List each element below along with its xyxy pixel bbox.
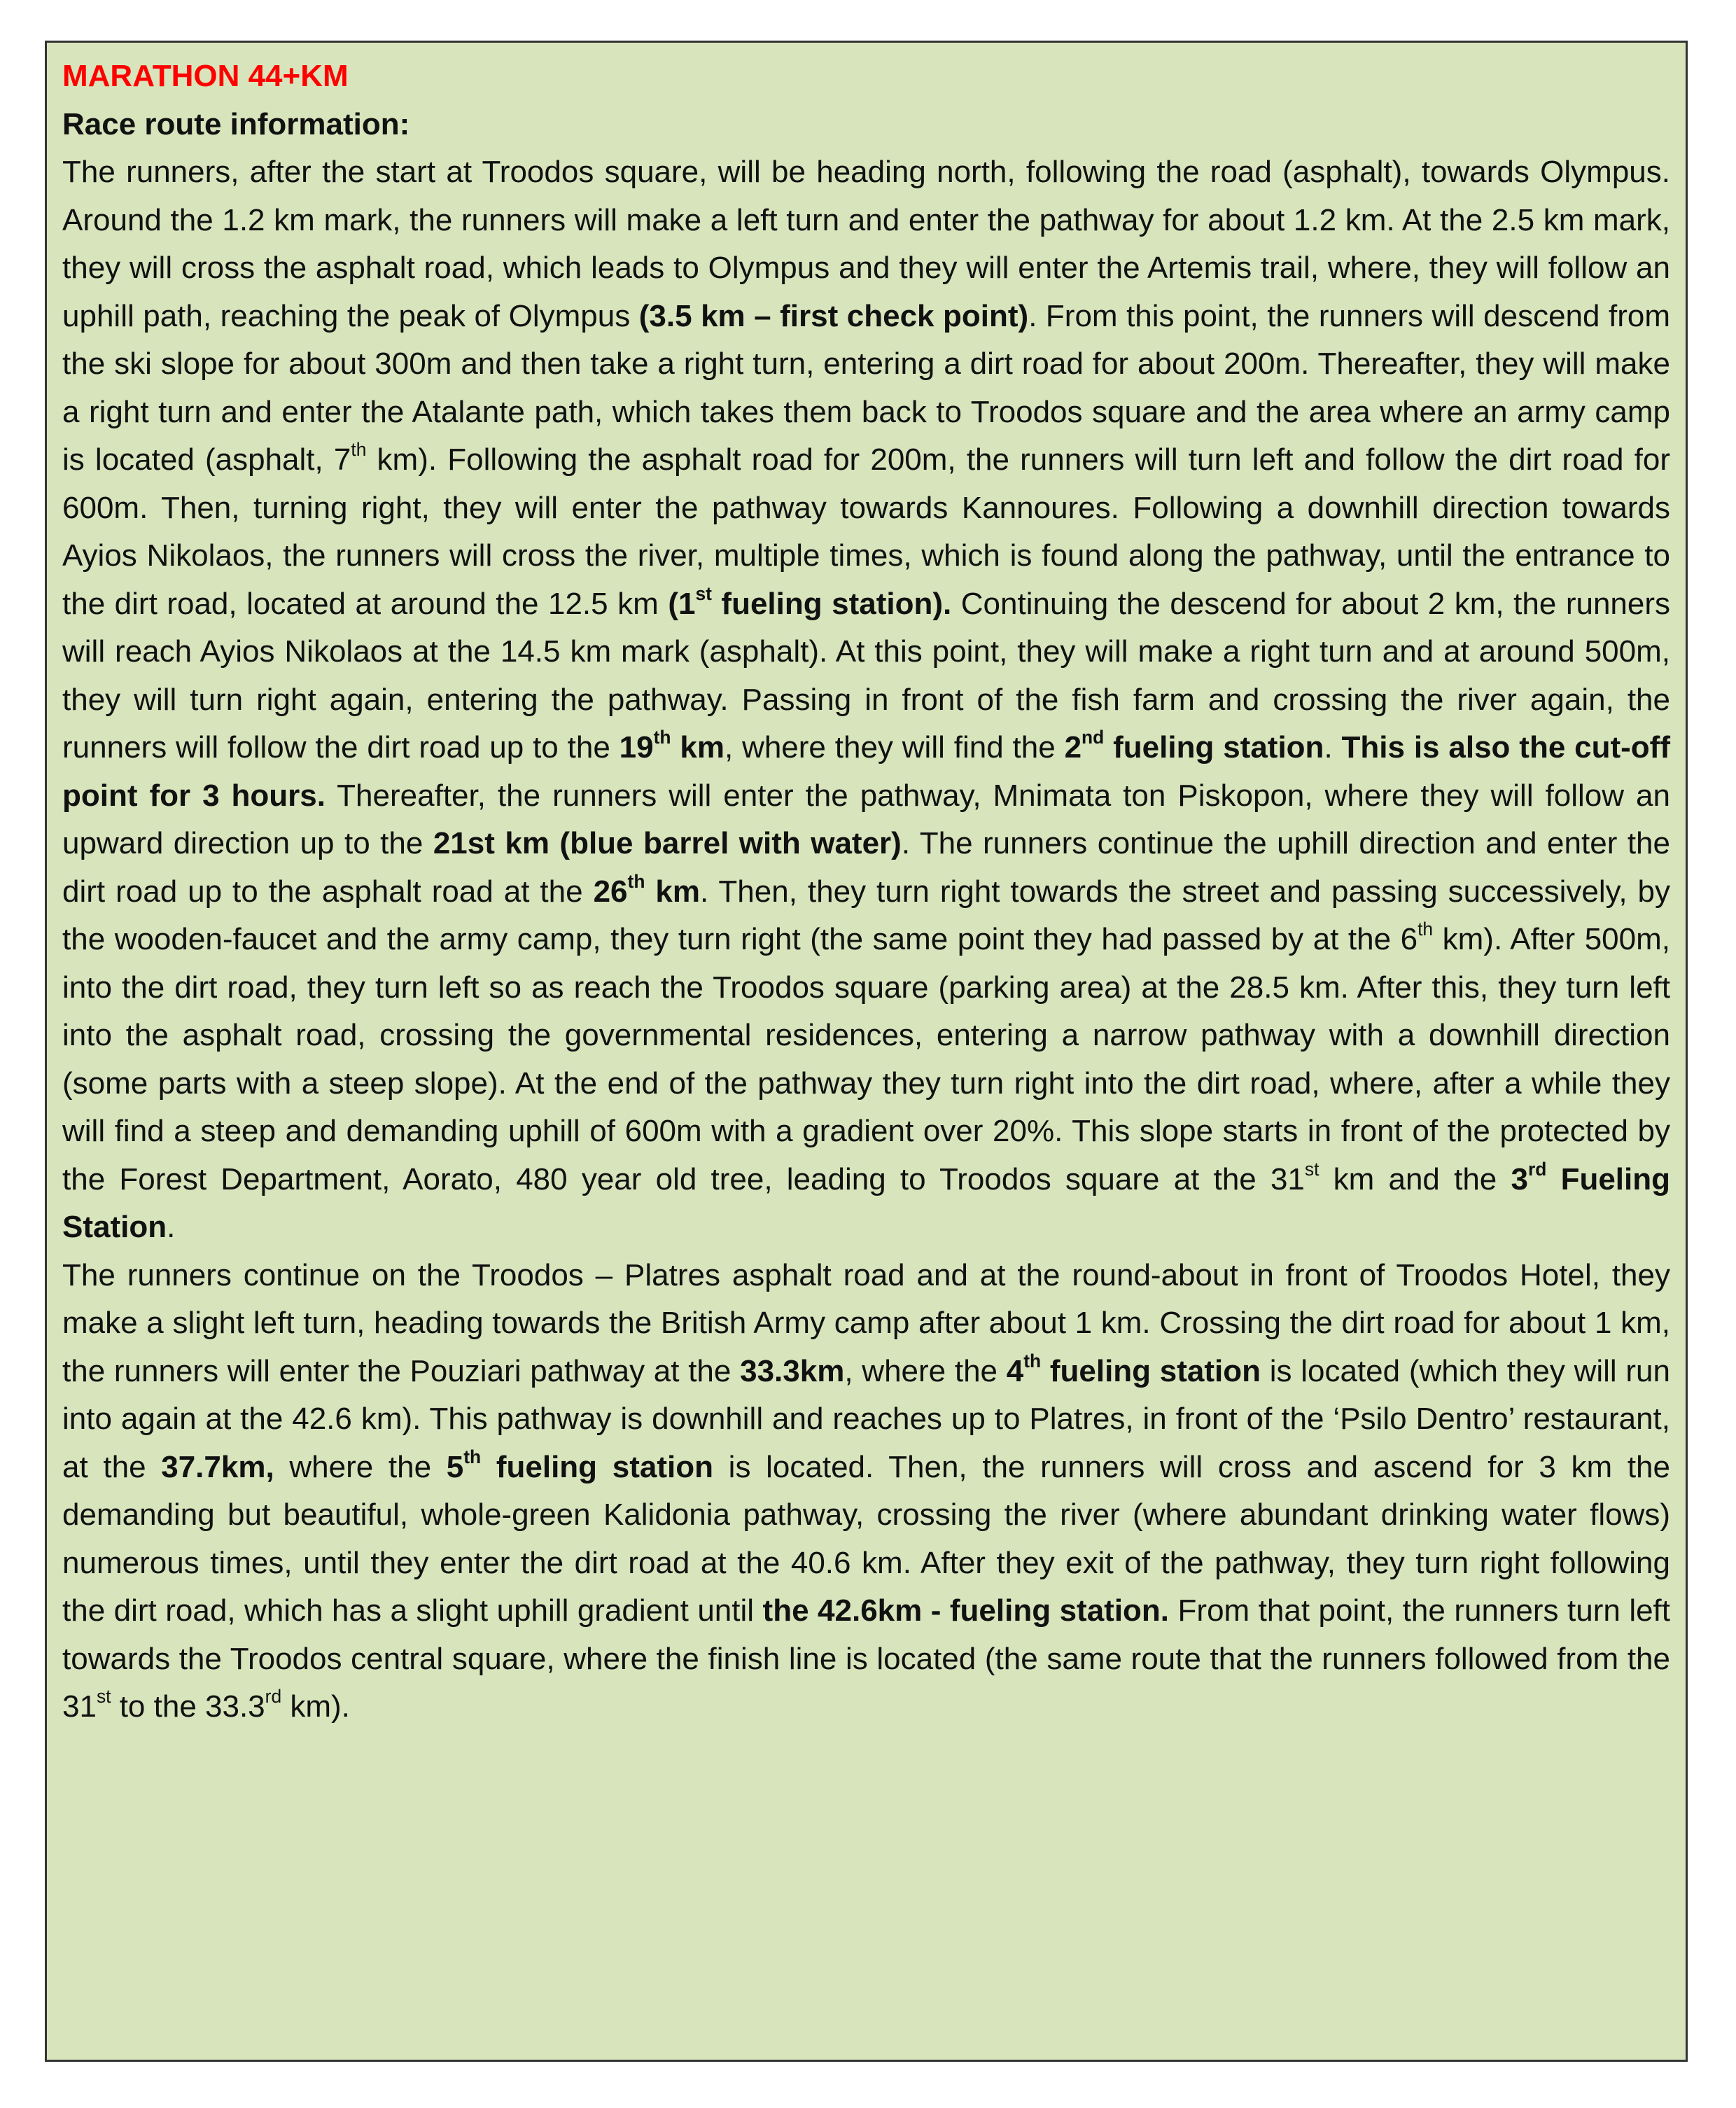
text-run: . Then, they turn right towards the street and passing successively, by the wooden-faucet and the army camp, they turn right (the same point they had passed by at the 6 bbox=[62, 874, 1671, 956]
bold-text bbox=[1527, 1158, 1547, 1196]
bold-text bbox=[695, 582, 712, 621]
bold-text: the 42.6km - fueling station. bbox=[762, 1593, 1170, 1628]
bold-text: 37.7km, bbox=[161, 1449, 274, 1484]
bold-text bbox=[627, 870, 645, 909]
text-run: . bbox=[167, 1210, 176, 1244]
bold-text: (1 bbox=[668, 586, 696, 621]
superscript-text: rd bbox=[265, 1686, 282, 1708]
bold-text bbox=[1023, 1350, 1042, 1388]
bold-text bbox=[653, 727, 671, 765]
bold-text: fueling station). bbox=[711, 586, 952, 621]
bold-text: 19 bbox=[619, 730, 654, 765]
text-run: is located. Then, the runners will cross and ascend for 3 km the demanding but beautiful, whole-green Kalidonia pathway, crossing the river (where abundant drinking water flows) numerous times, until they enter the dirt road at the 40.6 km. After they exit of the pathway, they turn right following the dirt road, which has a slight uphill gradient until bbox=[62, 1449, 1670, 1628]
superscript-text: th bbox=[463, 1446, 482, 1467]
text-run: where the bbox=[274, 1449, 447, 1484]
bold-text: 3 bbox=[1511, 1161, 1528, 1196]
superscript-text: th bbox=[653, 727, 671, 748]
bold-text: 5 bbox=[446, 1449, 464, 1484]
text-run: , where the bbox=[844, 1353, 1007, 1388]
text-run: km). After 500m, into the dirt road, they turn left so as reach the Troodos square (parking area) at the 28.5 km. After this, they turn left into the asphalt road, crossing the governmental residences, entering a narrow pathway with a downhill direction (some parts with a steep slope). At the end of the pathway they turn right into the dirt road, where, after a while they will find a steep and demanding uphill of 600m with a gradient over 20%. This slope starts in front of the protected by the Forest Department, Aorato, 480 year old tree, leading to Troodos square at the 31 bbox=[62, 922, 1670, 1196]
bold-text: This is also the cut-off point for 3 hours. bbox=[62, 730, 1670, 813]
bold-text bbox=[463, 1446, 482, 1484]
text-run: . bbox=[1324, 730, 1342, 765]
bold-text: km bbox=[671, 730, 724, 765]
route-info-box bbox=[45, 41, 1688, 2062]
superscript-text: st bbox=[96, 1686, 111, 1708]
bold-text: 2 bbox=[1064, 730, 1082, 765]
bold-text: km bbox=[645, 874, 701, 909]
text-run: . From this point, the runners will descend from the ski slope for about 300m and then take a right turn, entering a dirt road for about 200m. Thereafter, they will make a right turn and enter the Atalante path, which takes them back to Troodos square and the area where an army camp is located (asphalt, 7 bbox=[62, 298, 1670, 477]
superscript-text: nd bbox=[1082, 727, 1105, 748]
bold-text: 21st km (blue barrel with water) bbox=[433, 826, 902, 860]
text-run: km). Following the asphalt road for 200m, the runners will turn left and follow the dirt road for 600m. Then, turning right, they will enter the pathway towards Kannoures. Following a downhill direction towards Ayios Nikolaos, the runners will cross the river, multiple times, which is found along the pathway, until the entrance to the dirt road, located at around the 12.5 km bbox=[62, 442, 1670, 621]
section-heading: Race route information: bbox=[62, 106, 410, 141]
route-paragraph-2 bbox=[62, 1252, 1670, 1731]
superscript-text: st bbox=[1304, 1158, 1320, 1180]
text-run: . The runners continue the uphill direction and enter the dirt road up to the asphalt road at the bbox=[62, 826, 1670, 909]
text-run: km). bbox=[281, 1689, 350, 1724]
superscript-text: st bbox=[695, 582, 712, 604]
superscript-text: rd bbox=[1527, 1158, 1547, 1180]
superscript-text: th bbox=[1023, 1350, 1042, 1371]
text-run: Continuing the descend for about 2 km, the runners will reach Ayios Nikolaos at the 14.5 km mark (asphalt). At this point, they will make a right turn and at around 500m, they will turn right again, entering the pathway. Passing in front of the fish farm and crossing the river again, the runners will follow the dirt road up to the bbox=[62, 586, 1671, 765]
text-run: is located (which they will run into again at the 42.6 km). This pathway is downhill and reaches up to Platres, in front of the ‘Psilo Dentro’ restaurant, at the bbox=[62, 1353, 1670, 1484]
superscript-text: th bbox=[627, 870, 645, 892]
text-run: The runners continue on the Troodos – Platres asphalt road and at the round-about in front of Troodos Hotel, they make a slight left turn, heading towards the British Army camp after about 1 km. Crossing the dirt road for about 1 km, the runners will enter the Pouziari pathway at the bbox=[62, 1257, 1670, 1388]
superscript-text: th bbox=[351, 439, 367, 461]
route-paragraph-1 bbox=[62, 148, 1670, 1252]
bold-text: 33.3km bbox=[740, 1353, 845, 1388]
bold-text: fueling station bbox=[1104, 730, 1324, 765]
bold-text: 26 bbox=[593, 874, 628, 909]
bold-text: (3.5 km – first check point) bbox=[638, 298, 1029, 333]
bold-text: fueling station bbox=[1041, 1353, 1261, 1388]
text-run: , where they will find the bbox=[724, 730, 1065, 765]
bold-text: 4 bbox=[1006, 1353, 1024, 1388]
text-run: The runners, after the start at Troodos square, will be heading north, following the road (asphalt), towards Olympus. Around the 1.2 km mark, the runners will make a left turn and enter the pathway for about 1.2 km. At the 2.5 km mark, they will cross the asphalt road, which leads to Olympus and they will enter the Artemis trail, where, they will follow an uphill path, reaching the peak of Olympus bbox=[62, 155, 1670, 333]
text-run: to the 33.3 bbox=[111, 1689, 265, 1724]
text-run: km and the bbox=[1319, 1161, 1511, 1196]
text-run: Thereafter, the runners will enter the pathway, Mnimata ton Piskopon, where they will follow an upward direction up to the bbox=[62, 778, 1670, 860]
bold-text: Fueling Station bbox=[62, 1161, 1671, 1244]
bold-text: fueling station bbox=[481, 1449, 713, 1484]
page-title: MARATHON 44+KM bbox=[62, 59, 349, 93]
text-run: From that point, the runners turn left towards the Troodos central square, where the finish line is located (the same route that the runners followed from the 31 bbox=[62, 1593, 1671, 1724]
superscript-text: th bbox=[1418, 919, 1434, 940]
bold-text bbox=[1082, 727, 1105, 765]
